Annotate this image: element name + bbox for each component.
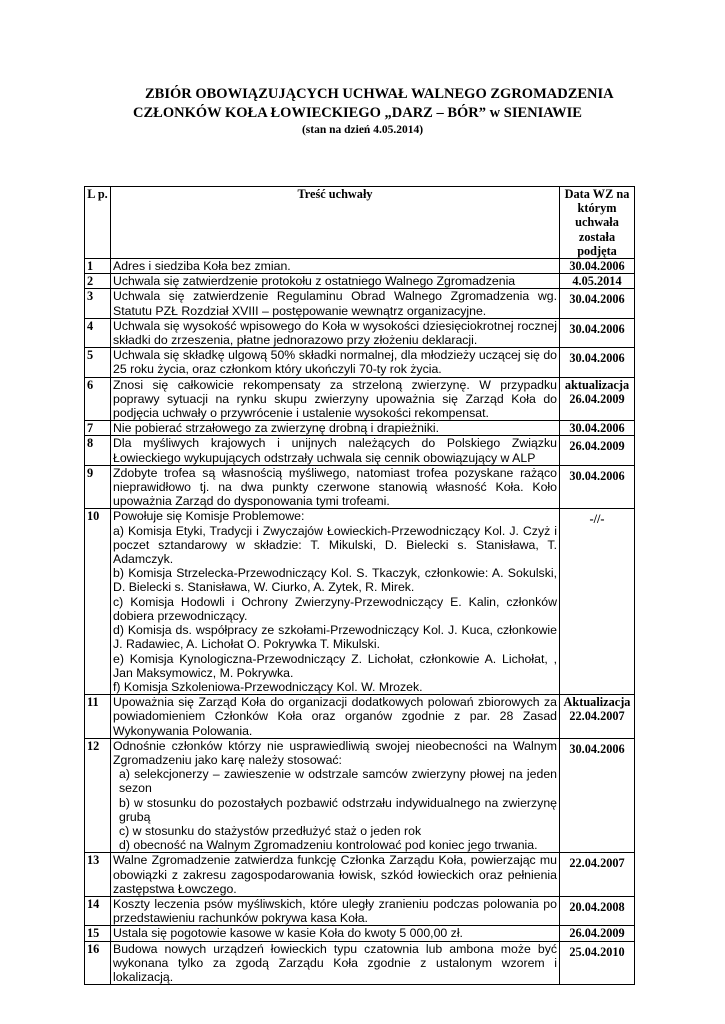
resolution-text-line: Powołuje się Komisje Problemowe:	[113, 509, 305, 524]
date-value: 22.04.2007	[569, 709, 625, 724]
resolution-text	[111, 896, 560, 925]
table-row	[85, 896, 635, 925]
resolution-text	[111, 259, 560, 274]
column-header-lp: L p.	[85, 187, 111, 259]
document-subtitle: (stan na dzień 4.05.2014)	[301, 124, 424, 136]
resolution-date: 4.05.2014	[560, 274, 635, 289]
resolution-number: 6	[85, 377, 111, 421]
table-row	[85, 509, 635, 695]
date-update-label: aktualizacja	[564, 377, 630, 392]
resolution-number: 4	[85, 318, 111, 347]
table-row	[85, 853, 635, 897]
resolution-text	[111, 348, 560, 377]
resolution-text-subitem: b) Komisja Strzelecka-Przewodniczący Kol. S. Tkaczyk, członkowie: A. Sokulski, D. Bielecki s. Stanisława, W. Ciurko, A. Zytek, R. Mirek.	[113, 566, 557, 595]
resolution-text	[111, 274, 560, 289]
resolution-date: 30.04.2006	[560, 421, 635, 436]
resolution-text	[111, 318, 560, 347]
resolution-number: 12	[85, 738, 111, 853]
table-row	[85, 926, 635, 941]
resolution-text-subitem: c) Komisja Hodowli i Ochrony Zwierzyny-Przewodniczący E. Kalin, członków dobiera przewodniczący.	[113, 594, 557, 623]
resolution-date: 26.04.2009	[560, 926, 635, 941]
resolution-number: 15	[85, 926, 111, 941]
resolution-number: 3	[85, 289, 111, 318]
resolution-text-subitem: e) Komisja Kynologiczna-Przewodniczący Z. Lichołat, członkowie A. Lichołat, , Jan Maksymowicz, M. Pokrywka.	[113, 651, 557, 680]
table-row	[85, 259, 635, 274]
resolution-date: 30.04.2006	[560, 289, 635, 318]
resolution-text-subitem: a) selekcjonerzy – zawieszenie w odstrzale samców zwierzyny płowej na jeden sezon	[119, 767, 557, 796]
resolution-date: 20.04.2008	[560, 896, 635, 925]
resolution-number: 10	[85, 509, 111, 695]
resolution-text-line: Budowa nowych urządzeń łowieckich typu czatownia lub ambona może być wykonana tylko za zgodą Zarządu Koła zgodnie z ustalonym wzorem i lokalizacją.	[113, 941, 557, 984]
resolution-date: 30.04.2006	[560, 465, 635, 509]
resolution-number: 11	[85, 695, 111, 739]
table-row	[85, 274, 635, 289]
table-header-row	[85, 187, 635, 259]
resolution-number: 2	[85, 274, 111, 289]
resolution-text-line: Uchwala się zatwierdzenie Regulaminu Obrad Walnego Zgromadzenia wg. Statutu PZŁ Rozdział XVIII – postępowanie wewnątrz organizacyjne.	[113, 289, 557, 318]
table-row	[85, 941, 635, 985]
date-update-label: Aktualizacja	[563, 695, 631, 710]
resolution-text-line: Nie pobierać strzałowego za zwierzynę drobną i drapieżniki.	[113, 421, 440, 436]
resolution-text	[111, 941, 560, 985]
table-body	[85, 259, 635, 985]
resolution-text	[111, 738, 560, 853]
resolutions-table	[84, 186, 635, 985]
resolution-date: -//-	[560, 509, 635, 695]
resolution-text-line: Znosi się całkowicie rekompensaty za strzeloną zwierzynę. W przypadku poprawy sytuacji na rynku skupu zwierzyny upoważnia się Zarząd Koła do podjęcia uchwały o przywrócenie i ustalenie wysokości rekompensat.	[113, 377, 557, 421]
resolution-date: 25.04.2010	[560, 941, 635, 985]
resolution-number: 5	[85, 348, 111, 377]
resolution-date: 30.04.2006	[560, 348, 635, 377]
resolution-number: 8	[85, 436, 111, 465]
resolution-date: 30.04.2006	[560, 318, 635, 347]
resolution-date	[560, 695, 635, 739]
resolution-number: 1	[85, 259, 111, 274]
document-title-line-2: CZŁONKÓW KOŁA ŁOWIECKIEGO „DARZ – BÓR” w SIENIAWIE	[133, 105, 582, 121]
column-header-date: Data WZ na którym uchwała została podjęta	[560, 187, 635, 259]
resolution-date: 30.04.2006	[560, 259, 635, 274]
resolution-text-subitem: d) obecność na Walnym Zgromadzeniu kontrolować pod koniec jego trwania.	[119, 838, 538, 853]
resolution-number: 9	[85, 465, 111, 509]
table-row	[85, 436, 635, 465]
resolution-text-line: Dla myśliwych krajowych i unijnych należących do Polskiego Związku Łowieckiego wykupujących odstrzały uchwala się cennik obowiązujący w ALP	[113, 436, 557, 465]
resolution-text-line: Uchwala się wysokość wpisowego do Koła w wysokości dziesięciokrotnej rocznej składki do zrzeszenia, płatne jednorazowo przy złożeniu deklaracji.	[113, 318, 557, 348]
resolution-text-line: Upoważnia się Zarząd Koła do organizacji dodatkowych polowań zbiorowych za powiadomieniem Członków Koła oraz organów zgodnie z par. 28 Zasad Wykonywania Polowania.	[113, 695, 557, 738]
resolution-text	[111, 509, 560, 695]
resolution-number: 16	[85, 941, 111, 985]
resolution-date: 22.04.2007	[560, 853, 635, 897]
table-row	[85, 377, 635, 421]
document-title-line-1: ZBIÓR OBOWIĄZUJĄCYCH UCHWAŁ WALNEGO ZGROMADZENIA	[145, 86, 614, 102]
resolution-text-line: Uchwala się składkę ulgową 50% składki normalnej, dla młodzieży uczącej się do 25 roku życia, oraz członkom który ukończyli 70-ty rok życia.	[113, 348, 557, 377]
resolution-text-line: Uchwala się zatwierdzenie protokołu z ostatniego Walnego Zgromadzenia	[113, 274, 516, 289]
table-row	[85, 465, 635, 509]
table-row	[85, 289, 635, 318]
resolution-text-line: Walne Zgromadzenie zatwierdza funkcję Członka Zarządu Koła, powierzając mu obowiązki z zakresu zagospodarowania łowisk, szkód łowieckich oraz pełnienia zastępstwa Łowczego.	[113, 853, 557, 896]
resolution-date: 30.04.2006	[560, 738, 635, 853]
resolution-text	[111, 377, 560, 421]
resolution-text	[111, 436, 560, 465]
resolution-text-subitem: c) w stosunku do stażystów przedłużyć staż o jeden rok	[119, 823, 422, 838]
table-row	[85, 348, 635, 377]
resolution-text-line: Odnośnie członków którzy nie usprawiedliwią swojej nieobecności na Walnym Zgromadzeniu jako karę należy stosować:	[113, 738, 557, 767]
resolution-date	[560, 377, 635, 421]
table-row	[85, 421, 635, 436]
resolution-text	[111, 289, 560, 318]
column-header-text: Treść uchwały	[111, 187, 560, 259]
resolution-text-line: Adres i siedziba Koła bez zmian.	[113, 259, 291, 274]
resolution-number: 13	[85, 853, 111, 897]
resolution-text	[111, 695, 560, 739]
resolution-text	[111, 926, 560, 941]
resolution-text-subitem: d) Komisja ds. współpracy ze szkołami-Przewodniczący Kol. J. Kuca, członkowie J. Radawiec, A. Lichołat O. Pokrywka T. Mikulski.	[113, 623, 557, 652]
resolution-number: 14	[85, 896, 111, 925]
resolution-date: 26.04.2009	[560, 436, 635, 465]
table-row	[85, 695, 635, 739]
date-value: 26.04.2009	[569, 391, 625, 406]
resolution-text-line: Ustala się pogotowie kasowe w kasie Koła do kwoty 5 000,00 zł.	[113, 926, 463, 941]
resolution-text-line: Koszty leczenia psów myśliwskich, które uległy zranieniu podczas polowania po przedstawieniu rachunków pokrywa kasa Koła.	[113, 896, 557, 926]
table-row	[85, 318, 635, 347]
resolution-text-subitem: b) w stosunku do pozostałych pozbawić odstrzału indywidualnego na zwierzynę grubą	[119, 795, 557, 824]
table-row	[85, 738, 635, 853]
resolution-text	[111, 853, 560, 897]
resolution-text-subitem: f) Komisja Szkoleniowa-Przewodniczący Kol. W. Mrozek.	[113, 679, 423, 694]
resolution-text-line: Zdobyte trofea są własnością myśliwego, natomiast trofea pozyskane rażąco nieprawidłowo tj. na dwa punkty czerwone stanowią własność Koła. Koło upoważnia Zarząd do dysponowania tymi trofeami.	[113, 465, 557, 509]
resolution-text	[111, 465, 560, 509]
resolution-text	[111, 421, 560, 436]
resolution-text-subitem: a) Komisja Etyki, Tradycji i Zwyczajów Łowieckich-Przewodniczący Kol. J. Czyż i poczet sztandarowy w składzie: T. Mikulski, D. Bielecki s. Stanisława, T. Adamczyk.	[113, 523, 557, 567]
resolution-number: 7	[85, 421, 111, 436]
